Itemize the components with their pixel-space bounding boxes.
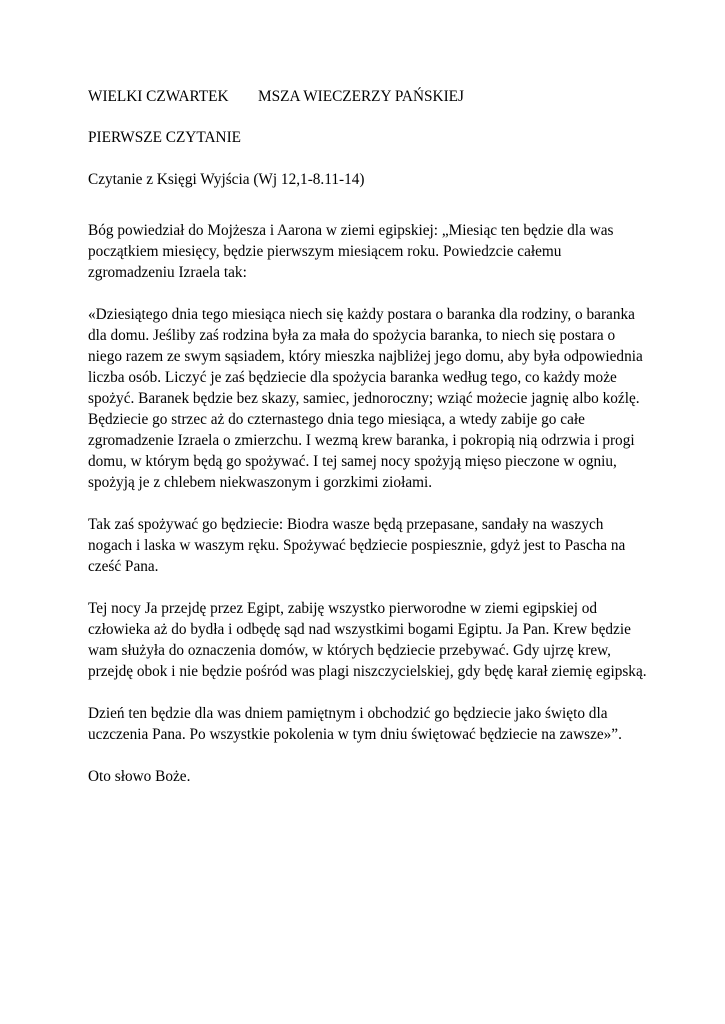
reading-paragraph-4: Tej nocy Ja przejdę przez Egipt, zabiję wszystko pierworodne w ziemi egipskiej od człowieka aż do bydła i odbędę sąd nad wszystkimi bogami Egiptu. Ja Pan. Krew będzie wam służyła do oznaczenia domów, w których będziecie przebywać. Gdy ujrzę krew, przejdę obok i nie będzie pośród was plagi niszczycielskiej, gdy będę karał ziemię egipską. (88, 600, 647, 680)
mass-title: MSZA WIECZERZY PAŃSKIEJ (258, 88, 464, 105)
reading-label: PIERWSZE CZYTANIE (88, 129, 242, 146)
closing-acclamation: Oto słowo Boże. (88, 768, 191, 785)
liturgy-day-title: WIELKI CZWARTEK (88, 88, 229, 105)
document-header (88, 86, 648, 107)
reading-paragraph-5: Dzień ten będzie dla was dniem pamiętnym i obchodzić go będziecie jako święto dla uczczenia Pana. Po wszystkie pokolenia w tym dniu świętować będziecie na zawsze»”. (88, 705, 622, 743)
reading-paragraph-2: «Dziesiątego dnia tego miesiąca niech się każdy postara o baranka dla rodziny, o baranka dla domu. Jeśliby zaś rodzina była za mała do spożycia baranka, to niech się postara o niego razem ze swym sąsiadem, który mieszka najbliżej jego domu, aby była odpowiednia liczba osób. Liczyć je zaś będziecie dla spożycia baranka według tego, co każdy może spożyć. Baranek będzie bez skazy, samiec, jednoroczny; wziąć możecie jagnię albo koźlę. Będziecie go strzec aż do czternastego dnia tego miesiąca, a wtedy zabije go całe zgromadzenie Izraela o zmierzchu. I wezmą krew baranka, i pokropią nią odrzwia i progi domu, w którym będą go spożywać. I tej samej nocy spożyją mięso pieczone w ogniu, spożyją je z chlebem niekwaszonym i gorzkimi ziołami. (88, 306, 643, 491)
document-page (88, 86, 648, 808)
reading-source: Czytanie z Księgi Wyjścia (Wj 12,1-8.11-14) (88, 171, 365, 188)
reading-paragraph-1: Bóg powiedział do Mojżesza i Aarona w ziemi egipskiej: „Miesiąc ten będzie dla was początkiem miesięcy, będzie pierwszym miesiącem roku. Powiedzcie całemu zgromadzeniu Izraela tak: (88, 222, 614, 281)
reading-paragraph-3: Tak zaś spożywać go będziecie: Biodra wasze będą przepasane, sandały na waszych nogach i laska w waszym ręku. Spożywać będziecie pospiesznie, gdyż jest to Pascha na cześć Pana. (88, 516, 626, 575)
